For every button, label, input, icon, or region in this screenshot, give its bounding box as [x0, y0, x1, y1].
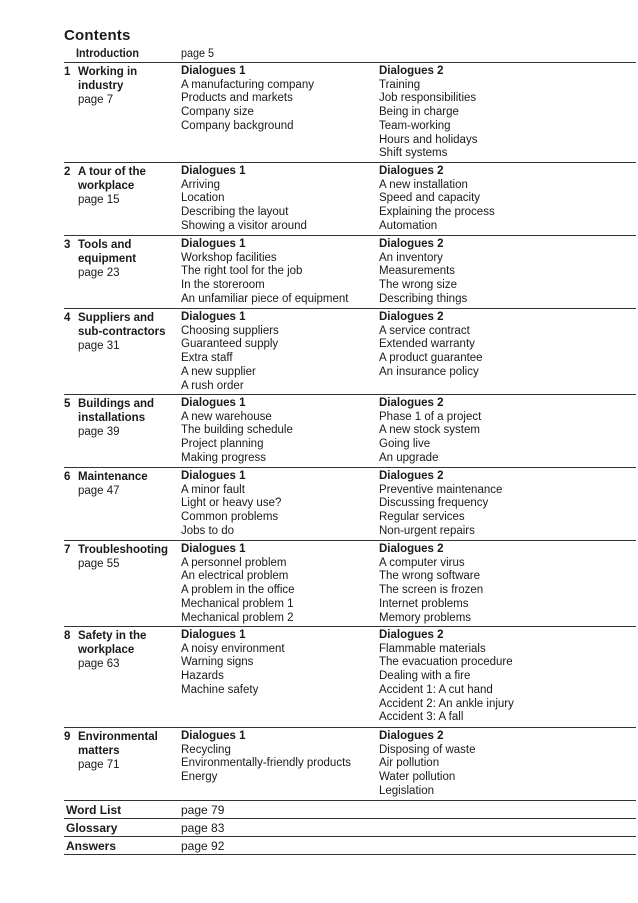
dialogue-item[interactable]: Accident 1: A cut hand — [379, 683, 493, 696]
dialogue-item[interactable]: In the storeroom — [181, 279, 265, 292]
unit-section — [64, 540, 636, 627]
dialogue-item[interactable]: Warning signs — [181, 656, 254, 669]
unit-number: 8 — [64, 630, 71, 642]
dialogue-item[interactable]: A new warehouse — [181, 410, 272, 423]
dialogue-item[interactable]: Measurements — [379, 265, 456, 278]
dialogues-heading: Dialogues 1 — [181, 543, 246, 555]
unit-number: 3 — [64, 239, 71, 251]
dialogues-heading: Dialogues 1 — [181, 165, 246, 177]
dialogue-item[interactable]: Accident 2: An ankle injury — [379, 697, 514, 710]
dialogues-2-column — [379, 629, 634, 725]
unit-section — [64, 235, 636, 309]
dialogues-1-column — [181, 543, 371, 625]
dialogues-1-column — [181, 397, 371, 466]
unit-section — [64, 308, 636, 395]
unit-page: page 71 — [78, 759, 120, 771]
intro-page: page 5 — [181, 46, 215, 60]
unit-page: page 63 — [78, 658, 120, 670]
dialogue-item[interactable]: Dealing with a fire — [379, 670, 471, 683]
dialogue-item[interactable]: Phase 1 of a project — [379, 410, 482, 423]
dialogues-heading: Dialogues 1 — [181, 65, 246, 77]
unit-page: page 23 — [78, 267, 120, 279]
back-matter-row[interactable] — [64, 800, 636, 819]
dialogue-item[interactable]: The evacuation procedure — [379, 656, 513, 669]
back-matter-row[interactable] — [64, 836, 636, 855]
dialogues-heading: Dialogues 2 — [379, 311, 444, 323]
back-matter-page: page 83 — [181, 821, 225, 835]
dialogue-item[interactable]: Making progress — [181, 451, 267, 464]
dialogues-heading: Dialogues 2 — [379, 470, 444, 482]
unit-page: page 31 — [78, 340, 120, 352]
dialogues-heading: Dialogues 2 — [379, 238, 444, 250]
dialogue-item[interactable]: Workshop facilities — [181, 251, 277, 264]
dialogue-item[interactable]: Company size — [181, 106, 254, 119]
intro-label: Introduction — [76, 46, 139, 60]
dialogue-item[interactable]: Air pollution — [379, 757, 440, 770]
back-matter-label: Glossary — [66, 821, 118, 835]
dialogue-item[interactable]: Describing the layout — [181, 206, 289, 219]
dialogue-item[interactable]: The right tool for the job — [181, 265, 303, 278]
dialogue-item[interactable]: Jobs to do — [181, 524, 235, 537]
dialogues-2-column — [379, 311, 634, 380]
unit-page: page 39 — [78, 426, 120, 438]
dialogues-1-column — [181, 65, 371, 134]
dialogue-item[interactable]: The building schedule — [181, 424, 293, 437]
dialogues-heading: Dialogues 1 — [181, 238, 246, 250]
dialogue-item[interactable]: Hazards — [181, 670, 224, 683]
dialogue-item[interactable]: Energy — [181, 771, 218, 784]
contents-title: Contents — [64, 27, 131, 44]
unit-section — [64, 394, 636, 468]
unit-name: A tour of the workplace — [78, 166, 146, 192]
back-matter-page: page 79 — [181, 803, 225, 817]
dialogue-item[interactable]: Flammable materials — [379, 642, 486, 655]
back-matter-label: Word List — [66, 803, 122, 817]
dialogue-item[interactable]: An inventory — [379, 251, 443, 264]
dialogue-item[interactable]: An unfamiliar piece of equipment — [181, 292, 349, 305]
dialogue-item[interactable]: A minor fault — [181, 483, 245, 496]
unit-page: page 47 — [78, 485, 120, 497]
unit-section — [64, 162, 636, 236]
unit-name: Buildings and installations — [78, 398, 155, 424]
dialogues-1-column — [181, 165, 371, 234]
dialogues-heading: Dialogues 1 — [181, 629, 246, 641]
dialogue-item[interactable]: An electrical problem — [181, 570, 289, 583]
bottom-rule — [64, 854, 636, 855]
dialogue-item[interactable]: Choosing suppliers — [181, 324, 279, 337]
dialogue-item[interactable]: A service contract — [379, 324, 470, 337]
unit-number: 9 — [64, 731, 71, 743]
dialogue-item[interactable]: Discussing frequency — [379, 497, 489, 510]
dialogue-item[interactable]: A manufacturing company — [181, 78, 314, 91]
dialogues-heading: Dialogues 1 — [181, 397, 246, 409]
dialogue-item[interactable]: Automation — [379, 219, 438, 232]
dialogue-item[interactable]: Memory problems — [379, 611, 472, 624]
dialogue-item[interactable]: Going live — [379, 438, 431, 451]
dialogue-item[interactable]: Speed and capacity — [379, 192, 481, 205]
dialogue-item[interactable]: Company background — [181, 119, 294, 132]
unit-name: Safety in the workplace — [78, 630, 147, 656]
dialogue-item[interactable]: The wrong software — [379, 570, 480, 583]
dialogues-2-column — [379, 730, 634, 799]
dialogue-item[interactable]: A new installation — [379, 178, 468, 191]
dialogues-1-column — [181, 311, 371, 393]
dialogue-item[interactable]: Preventive maintenance — [379, 483, 503, 496]
dialogue-item[interactable]: Project planning — [181, 438, 264, 451]
dialogue-item[interactable]: Accident 3: A fall — [379, 711, 464, 724]
dialogues-2-column — [379, 470, 634, 539]
unit-number: 2 — [64, 166, 71, 178]
unit-name: Troubleshooting — [78, 544, 169, 556]
dialogues-1-column — [181, 730, 371, 785]
unit-number: 4 — [64, 312, 71, 324]
dialogues-1-column — [181, 238, 371, 307]
dialogue-item[interactable]: Recycling — [181, 743, 231, 756]
unit-name: Environmental matters — [78, 731, 158, 757]
back-matter-label: Answers — [66, 839, 117, 853]
dialogues-heading: Dialogues 2 — [379, 629, 444, 641]
unit-page: page 7 — [78, 94, 114, 106]
unit-number: 6 — [64, 471, 71, 483]
dialogue-item[interactable]: A new stock system — [379, 424, 480, 437]
back-matter-page: page 92 — [181, 839, 225, 853]
dialogues-heading: Dialogues 2 — [379, 543, 444, 555]
dialogue-item[interactable]: The wrong size — [379, 279, 457, 292]
dialogues-heading: Dialogues 1 — [181, 311, 246, 323]
dialogue-item[interactable]: Environmentally-friendly products — [181, 757, 352, 770]
back-matter-row[interactable] — [64, 818, 636, 837]
dialogues-heading: Dialogues 1 — [181, 730, 246, 742]
dialogue-item[interactable]: Arriving — [181, 178, 220, 191]
dialogue-item[interactable]: A rush order — [181, 379, 244, 392]
unit-number: 7 — [64, 544, 71, 556]
dialogues-2-column — [379, 65, 634, 161]
dialogue-item[interactable]: Explaining the process — [379, 206, 495, 219]
dialogue-item[interactable]: A new supplier — [181, 365, 256, 378]
dialogue-item[interactable]: Products and markets — [181, 92, 293, 105]
dialogue-item[interactable]: Extended warranty — [379, 338, 475, 351]
dialogue-item[interactable]: Non-urgent repairs — [379, 524, 475, 537]
dialogues-2-column — [379, 165, 634, 234]
dialogues-heading: Dialogues 2 — [379, 730, 444, 742]
dialogue-item[interactable]: Mechanical problem 2 — [181, 611, 294, 624]
dialogue-item[interactable]: Location — [181, 192, 225, 205]
unit-section — [64, 467, 636, 541]
dialogue-item[interactable]: Job responsibilities — [379, 92, 477, 105]
unit-number: 5 — [64, 398, 71, 410]
dialogue-item[interactable]: Team-working — [379, 119, 451, 132]
dialogue-item[interactable]: Extra staff — [181, 352, 233, 365]
unit-page: page 15 — [78, 194, 120, 206]
dialogue-item[interactable]: Water pollution — [379, 771, 456, 784]
dialogues-1-column — [181, 470, 371, 539]
dialogues-2-column — [379, 397, 634, 466]
dialogue-item[interactable]: Mechanical problem 1 — [181, 597, 294, 610]
dialogue-item[interactable]: Being in charge — [379, 106, 459, 119]
unit-section — [64, 727, 636, 801]
dialogue-item[interactable]: Legislation — [379, 784, 434, 797]
dialogue-item[interactable]: Shift systems — [379, 147, 448, 160]
dialogues-heading: Dialogues 2 — [379, 165, 444, 177]
unit-name: Tools and equipment — [78, 239, 137, 265]
dialogue-item[interactable]: The screen is frozen — [379, 584, 484, 597]
intro-row[interactable] — [64, 45, 636, 63]
dialogue-item[interactable]: Disposing of waste — [379, 743, 476, 756]
dialogue-item[interactable]: An upgrade — [379, 451, 439, 464]
dialogue-item[interactable]: A problem in the office — [181, 584, 295, 597]
dialogue-item[interactable]: Common problems — [181, 511, 279, 524]
unit-number: 1 — [64, 66, 71, 78]
dialogues-heading: Dialogues 2 — [379, 397, 444, 409]
dialogue-item[interactable]: Regular services — [379, 511, 465, 524]
dialogue-item[interactable]: Guaranteed supply — [181, 338, 279, 351]
dialogue-item[interactable]: Light or heavy use? — [181, 497, 282, 510]
dialogue-item[interactable]: Machine safety — [181, 683, 259, 696]
dialogue-item[interactable]: A computer virus — [379, 556, 465, 569]
dialogue-item[interactable]: Showing a visitor around — [181, 219, 307, 232]
dialogue-item[interactable]: A personnel problem — [181, 556, 287, 569]
unit-name: Maintenance — [78, 471, 148, 483]
dialogue-item[interactable]: Describing things — [379, 292, 468, 305]
dialogue-item[interactable]: Hours and holidays — [379, 133, 478, 146]
dialogue-item[interactable]: Training — [379, 78, 421, 91]
unit-page: page 55 — [78, 558, 120, 570]
unit-name: Suppliers and sub-contractors — [78, 312, 166, 338]
dialogue-item[interactable]: A noisy environment — [181, 642, 285, 655]
unit-section — [64, 62, 636, 163]
unit-name: Working in industry — [78, 66, 138, 92]
dialogue-item[interactable]: An insurance policy — [379, 365, 479, 378]
dialogues-1-column — [181, 629, 371, 698]
dialogue-item[interactable]: A product guarantee — [379, 352, 483, 365]
dialogues-heading: Dialogues 1 — [181, 470, 246, 482]
unit-section — [64, 626, 636, 728]
dialogues-2-column — [379, 543, 634, 625]
dialogues-2-column — [379, 238, 634, 307]
dialogue-item[interactable]: Internet problems — [379, 597, 469, 610]
dialogues-heading: Dialogues 2 — [379, 65, 444, 77]
